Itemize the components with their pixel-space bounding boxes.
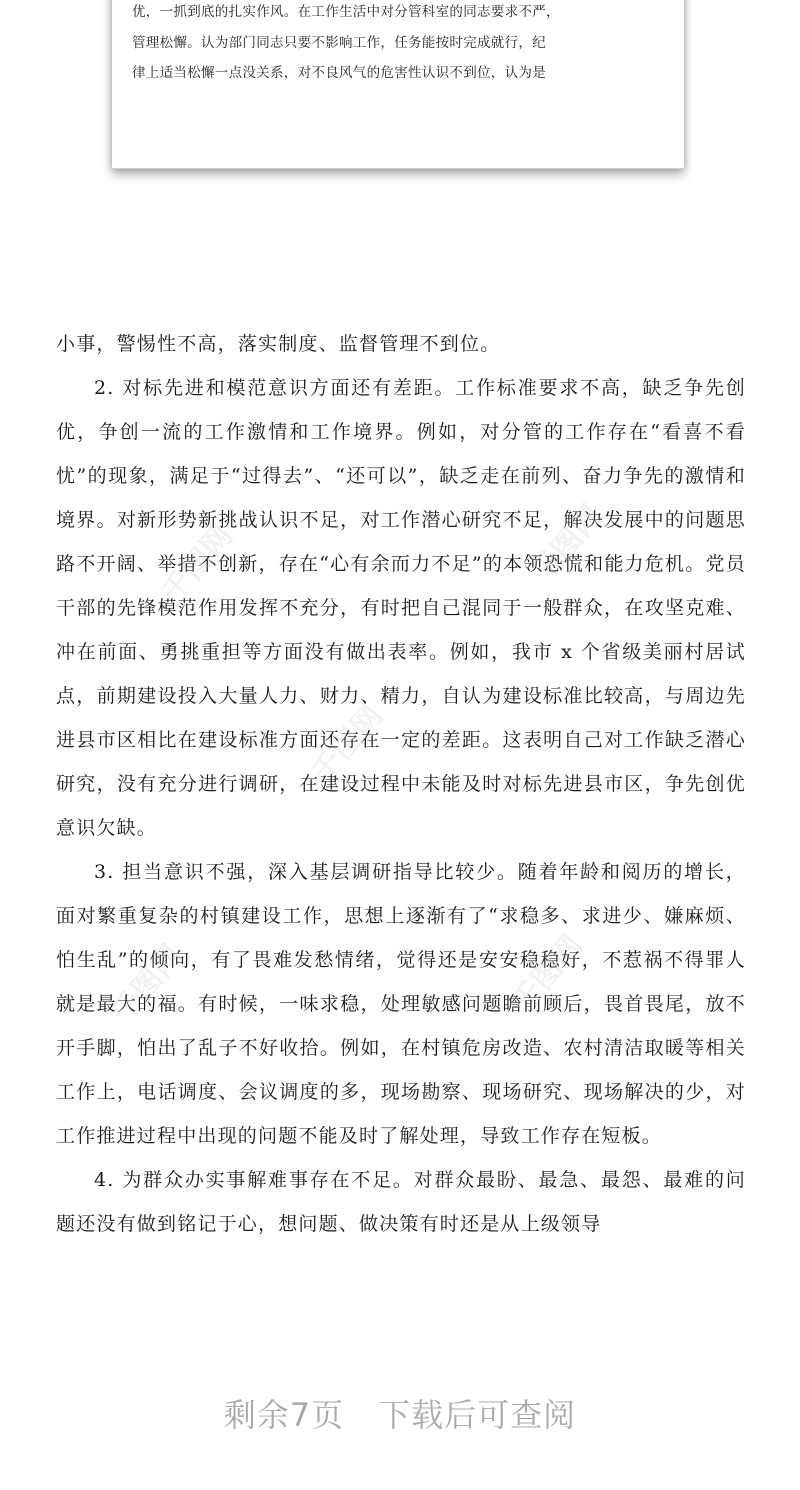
remaining-pages-count: 剩余7页 xyxy=(223,1396,345,1434)
download-to-view-label: 下载后可查阅 xyxy=(378,1396,577,1434)
watermark-text: 千图网 xyxy=(105,938,191,1030)
paragraph-item-2: 2. 对标先进和模范意识方面还有差距。工作标准要求不高，缺乏争先创优，争创一流的工作激情和工作境界。例如，对分管的工作存在“看喜不看忧”的现象，满足于“过得去”、“还可以”，缺乏走在前列、奋力争先的激情和境界。对新形势新挑战认识不足，对工作潜心研究不足，解决发展中的问题思路不开阔、举措不创新，存在“心有余而力不足”的本领恐慌和能力危机。党员干部的先锋模范作用发挥不充分，有时把自己混同于一般群众，在攻坚克难、冲在前面、勇挑重担等方面没有做出表率。例如，我市 x 个省级美丽村居试点，前期建设投入大量人力、财力、精力，自认为建设标准比较高，与周边先进县市区相比在建设标准方面还存在一定的差距。这表明自己对工作缺乏潜心研究，没有充分进行调研，在建设过程中未能及时对标先进县市区，争先创优意识欠缺。 xyxy=(56,377,746,839)
paragraph-item-3: 3. 担当意识不强，深入基层调研指导比较少。随着年龄和阅历的增长，面对繁重复杂的村镇建设工作，思想上逐渐有了“求稳多、求进少、嫌麻烦、怕生乱”的倾向，有了畏难发愁情绪，觉得还是安安稳稳好，不惹祸不得罪人就是最大的福。有时候，一味求稳，处理敏感问题瞻前顾后，畏首畏尾，放不开手脚，怕出了乱子不好收拾。例如，在村镇危房改造、农村清洁取暖等相关工作上，电话调度、会议调度的多，现场勘察、现场研究、现场解决的少，对工作推进过程中出现的问题不能及时了解处理，导致工作存在短板。 xyxy=(56,861,746,1147)
watermark-text: 千图网 xyxy=(305,698,391,790)
watermark-text: 千图网 xyxy=(525,498,611,590)
preview-line-2: 管理松懈。认为部门同志只要不影响工作，任务能按时完成就行，纪 xyxy=(132,35,546,51)
preview-line-1: 优，一抓到底的扎实作风。在工作生活中对分管科室的同志要求不严， xyxy=(132,4,560,20)
paragraph-item-4: 4. 为群众办实事解难事存在不足。对群众最盼、最急、最怨、最难的问题还没有做到铭记于心，想问题、做决策有时还是从上级领导 xyxy=(56,1169,746,1235)
remaining-pages-prompt[interactable] xyxy=(0,1390,800,1436)
preview-line-3: 律上适当松懈一点没关系，对不良风气的危害性认识不到位，认为是 xyxy=(132,65,546,81)
paragraph-continuation: 小事，警惕性不高，落实制度、监督管理不到位。 xyxy=(56,333,501,355)
document-body xyxy=(56,322,746,1246)
watermark-text: 千图网 xyxy=(505,928,591,1020)
preview-page-card xyxy=(112,0,684,169)
watermark-text: 千图网 xyxy=(155,518,241,610)
